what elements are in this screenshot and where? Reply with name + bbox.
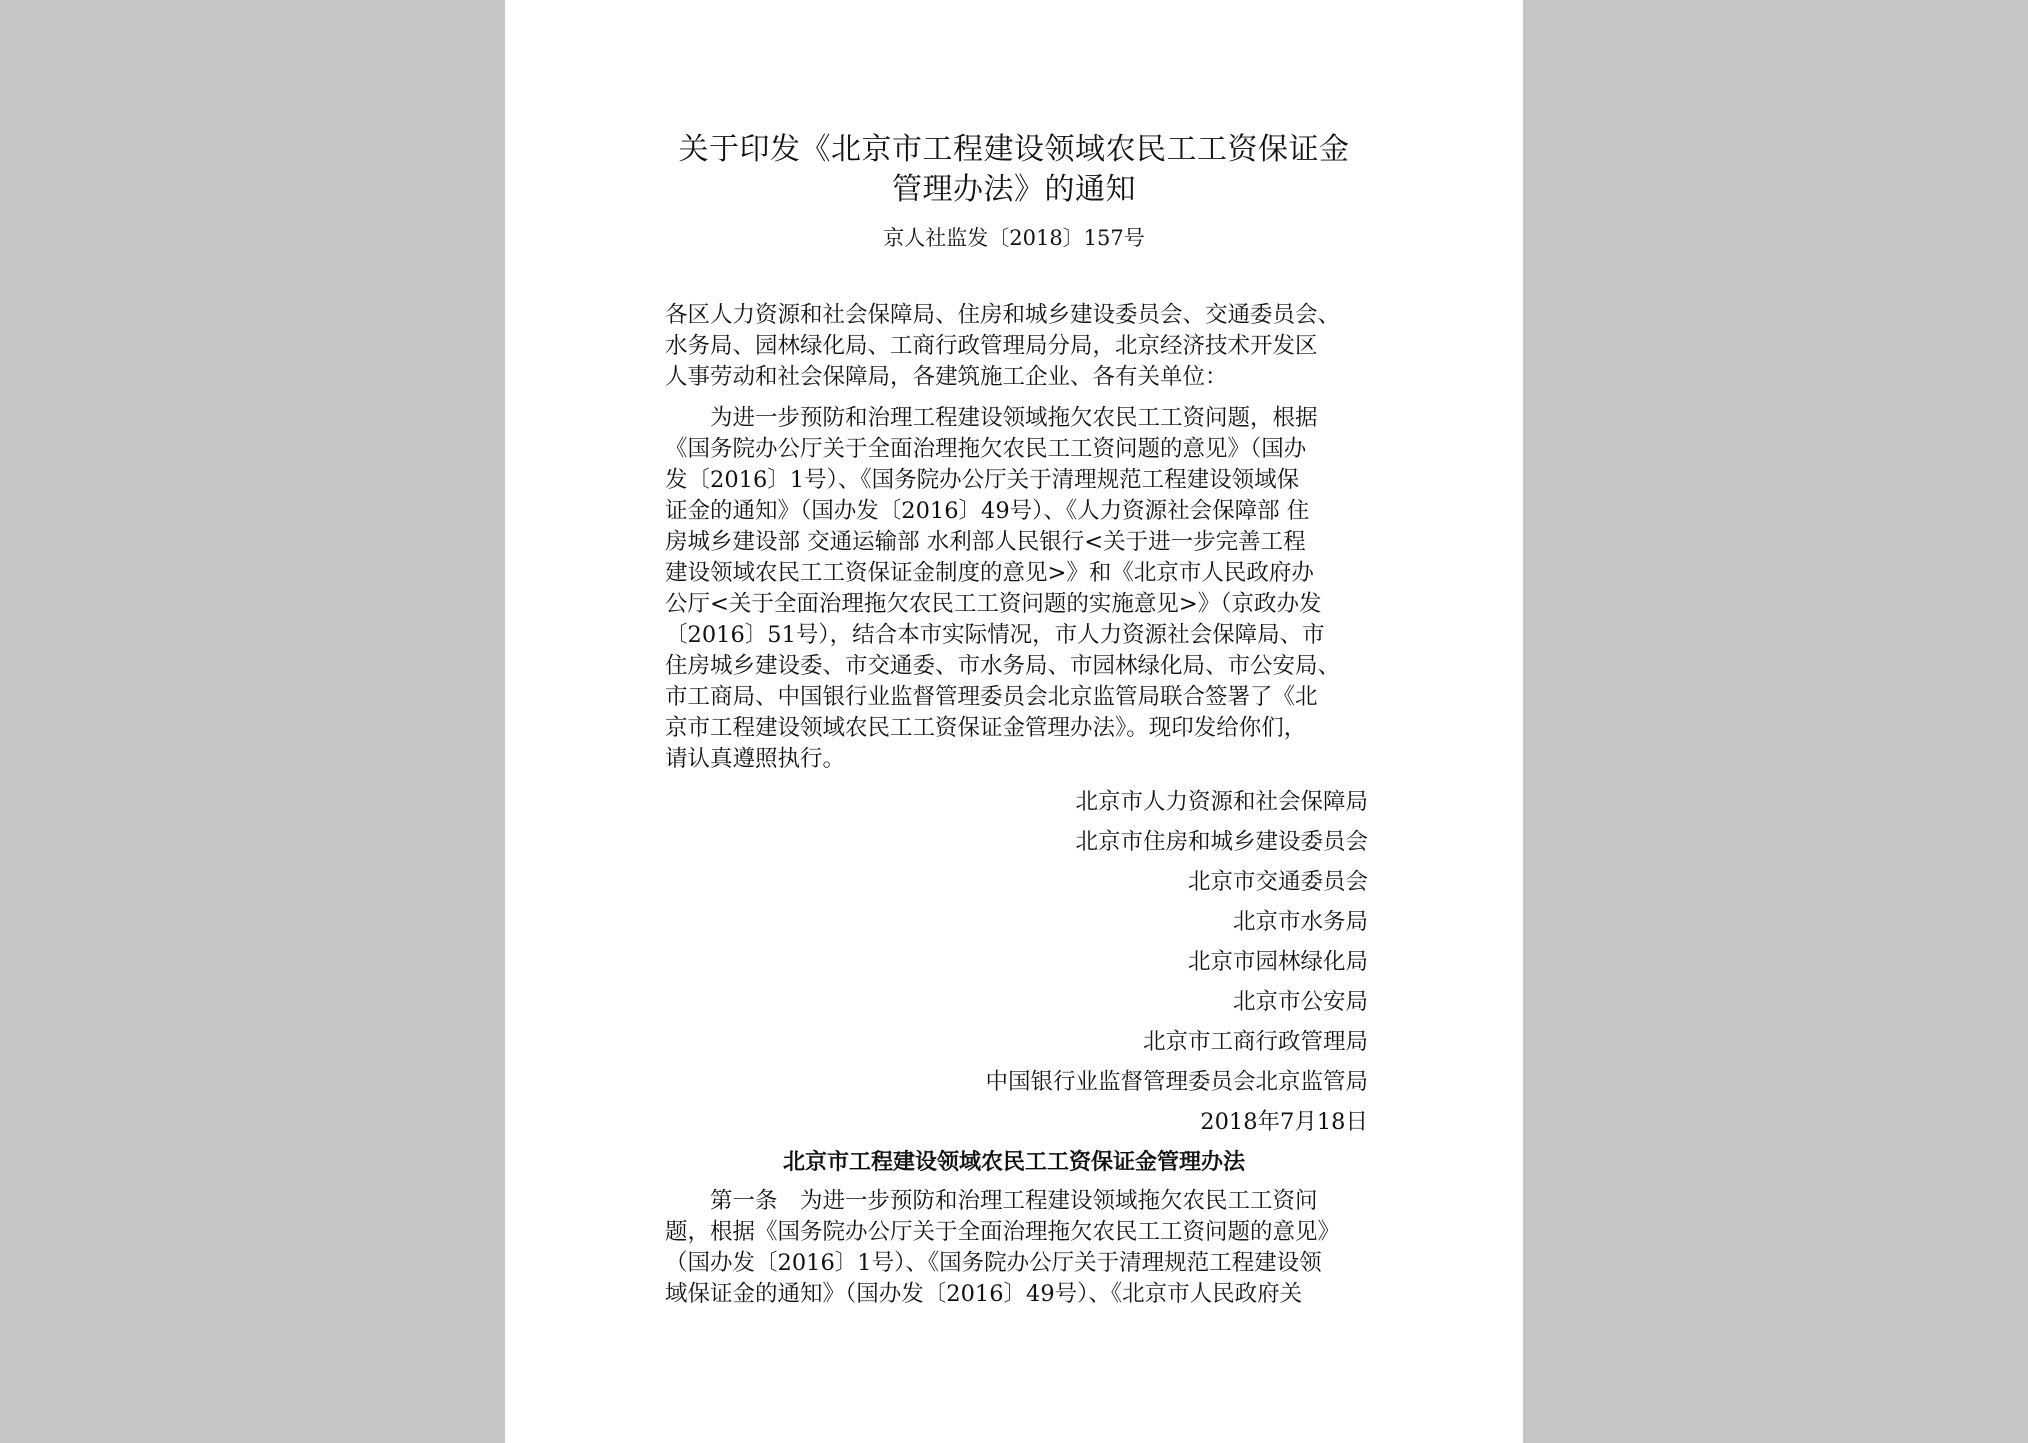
signatory: 中国银行业监督管理委员会北京监管局 xyxy=(985,1069,1368,1095)
body-line: 市工商局、中国银行业监督管理委员会北京监管局联合签署了《北 xyxy=(665,684,1318,710)
notice-body xyxy=(665,403,1385,775)
signatory: 北京市住房和城乡建设委员会 xyxy=(1075,829,1368,855)
title-line-1: 关于印发《北京市工程建设领域农民工工资保证金 xyxy=(678,132,1350,167)
title-line-2: 管理办法》的通知 xyxy=(892,172,1136,207)
body-line: 发〔2016〕1号）、《国务院办公厅关于清理规范工程建设领域保 xyxy=(665,467,1300,493)
body-line: 为进一步预防和治理工程建设领域拖欠农民工工资问题，根据 xyxy=(710,405,1318,431)
document-number: 京人社监发〔2018〕157号 xyxy=(883,226,1145,250)
signatory: 北京市工商行政管理局 xyxy=(1142,1029,1368,1055)
body-line: 京市工程建设领域农民工工资保证金管理办法》。现印发给你们， xyxy=(665,715,1307,741)
addressee-block xyxy=(665,300,1385,393)
signatory: 北京市交通委员会 xyxy=(1187,869,1368,895)
body-line: 公厅<关于全面治理拖欠农民工工资问题的实施意见>》（京政办发 xyxy=(665,591,1322,617)
document-page xyxy=(505,0,1523,1443)
body-line: 证金的通知》（国办发〔2016〕49号）、《人力资源社会保障部 住 xyxy=(665,498,1310,524)
signatory: 北京市公安局 xyxy=(1232,989,1368,1015)
addressee-line: 各区人力资源和社会保障局、住房和城乡建设委员会、交通委员会、 xyxy=(665,302,1341,328)
signatory: 北京市园林绿化局 xyxy=(1187,949,1368,975)
addressee-line: 人事劳动和社会保障局，各建筑施工企业、各有关单位： xyxy=(665,364,1228,390)
article-body xyxy=(665,1186,1385,1310)
body-line: 〔2016〕51号），结合本市实际情况，市人力资源社会保障局、市 xyxy=(665,622,1325,648)
article-line: 域保证金的通知》（国办发〔2016〕49号）、《北京市人民政府关 xyxy=(665,1281,1303,1307)
body-line: 《国务院办公厅关于全面治理拖欠农民工工资问题的意见》（国办 xyxy=(665,436,1307,462)
article-line: （国办发〔2016〕1号）、《国务院办公厅关于清理规范工程建设领 xyxy=(665,1250,1322,1276)
body-line: 建设领域农民工工资保证金制度的意见>》和《北京市人民政府办 xyxy=(665,560,1314,586)
signatory-block xyxy=(985,782,1368,1142)
article-line: 第一条 为进一步预防和治理工程建设领域拖欠农民工工资问 xyxy=(710,1188,1318,1214)
document-title xyxy=(505,130,1523,210)
signatory: 北京市人力资源和社会保障局 xyxy=(1075,789,1368,815)
article-line: 题，根据《国务院办公厅关于全面治理拖欠农民工工资问题的意见》 xyxy=(665,1219,1341,1245)
signatory: 北京市水务局 xyxy=(1232,909,1368,935)
section-title: 北京市工程建设领域农民工工资保证金管理办法 xyxy=(782,1149,1245,1175)
addressee-line: 水务局、园林绿化局、工商行政管理局分局，北京经济技术开发区 xyxy=(665,333,1318,359)
body-line: 房城乡建设部 交通运输部 水利部人民银行<关于进一步完善工程 xyxy=(665,529,1306,555)
body-line: 住房城乡建设委、市交通委、市水务局、市园林绿化局、市公安局、 xyxy=(665,653,1341,679)
issue-date: 2018年7月18日 xyxy=(1200,1109,1368,1135)
body-line: 请认真遵照执行。 xyxy=(665,746,846,772)
